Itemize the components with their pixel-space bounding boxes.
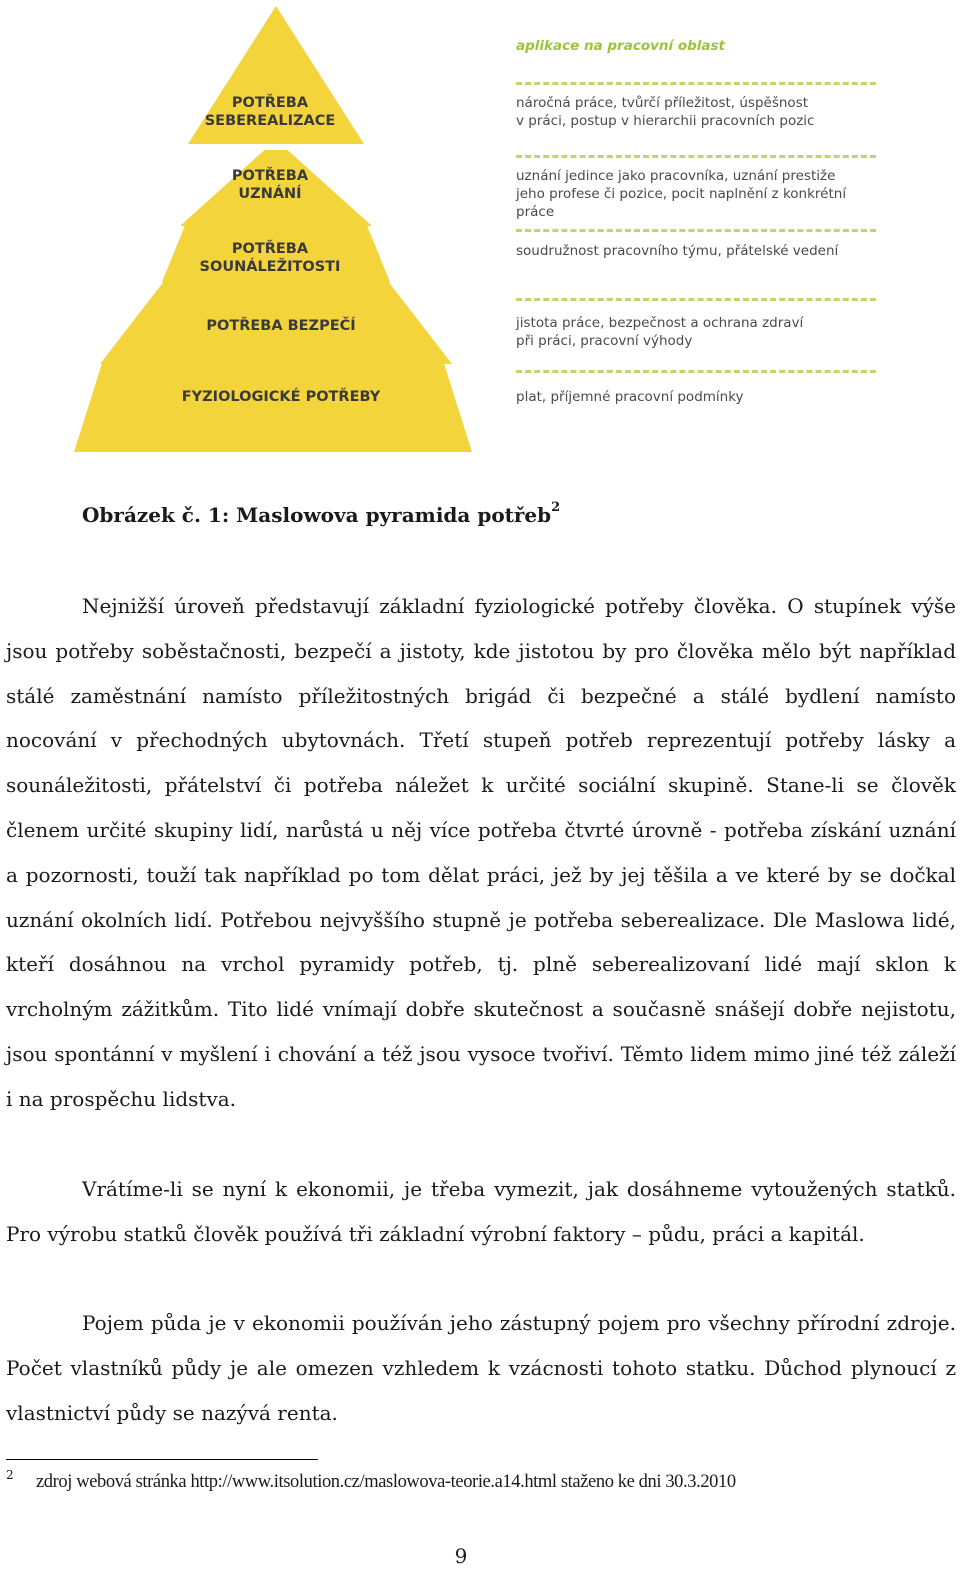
page-number: 9 bbox=[454, 1544, 468, 1568]
application-heading: aplikace na pracovní oblast bbox=[516, 38, 726, 54]
dashed-divider bbox=[516, 82, 876, 85]
footnote-reference: 2 bbox=[551, 500, 561, 516]
paragraph-maslow-levels: Nejnižší úroveň představují základní fyziologické potřeby člověka. O stupínek výše jsou potřeby soběstačnosti, bezpečí a jistoty, kde jistotou by pro člověka mělo být například stálé zaměstnání namísto příležitostných brigád či bezpečné a stálé bydlení namísto nocování v přechodných ubytovnách. Třetí stupeň potřeb reprezentují potřeby lásky a sounáležitosti, přátelství či potřeba náležet k určité sociální skupině. Stane-li se člověk členem určité skupiny lidí, narůstá u něj více potřeba čtvrté úrovně - potřeba získání uznání a pozornosti, touží tak například po tom dělat práci, jež by jej těšila a ve které by se dočkal uznání okolních lidí. Potřebou nejvyššího stupně je potřeba seberealizace. Dle Maslowa lidé, kteří dosáhnou na vrchol pyramidy potřeb, tj. plně seberealizovaní lidé mají sklon k vrcholným zážitkům. Tito lidé vnímají dobře skutečnost a současně snášejí dobře nejistotu, jsou spontánní v myšlení i chování a též jsou vysoce tvořiví. Těmto lidem mimo jiné též záleží i na prospěchu lidstva. bbox=[6, 594, 956, 1111]
application-safety: jistota práce, bezpečnost a ochrana zdraví při práci, pracovní výhody bbox=[516, 315, 804, 349]
dashed-divider bbox=[516, 229, 876, 232]
dashed-divider bbox=[516, 298, 876, 301]
tier-label-belonging: POTŘEBA SOUNÁLEŽITOSTI bbox=[199, 241, 341, 275]
pyramid-tier-physiological bbox=[74, 364, 472, 452]
paragraph-production-factors: Vrátíme-li se nyní k ekonomii, je třeba vymezit, jak dosáhneme vytoužených statků. Pro výrobu statků člověk používá tři základní výrobní faktory – půdu, práci a kapitál. bbox=[6, 1177, 956, 1246]
application-esteem: uznání jedince jako pracovníka, uznání prestiže jeho profese či pozice, pocit naplnění z konkrétní práce bbox=[516, 168, 847, 220]
application-self-actualization: náročná práce, tvůrčí příležitost, úspěšnost v práci, postup v hierarchii pracovních pozic bbox=[516, 95, 815, 129]
dashed-divider bbox=[516, 370, 876, 373]
footnote-separator bbox=[6, 1459, 318, 1460]
figure-caption bbox=[82, 500, 561, 527]
footnote-text: zdroj webová stránka http://www.itsolution.cz/maslowova-teorie.a14.html staženo ke dni 30.3.2010 bbox=[36, 1472, 736, 1492]
paragraph-land: Pojem půda je v ekonomii používán jeho zástupný pojem pro všechny přírodní zdroje. Počet vlastníků půdy je ale omezen vzhledem k vzácnosti tohoto statku. Důchod plynoucí z vlastnictví půdy se nazývá renta. bbox=[6, 1311, 956, 1425]
dashed-divider bbox=[516, 155, 876, 158]
maslow-pyramid-figure bbox=[70, 0, 890, 460]
footnote-number: 2 bbox=[6, 1468, 14, 1482]
tier-label-safety: POTŘEBA BEZPEČÍ bbox=[206, 318, 356, 334]
tier-label-self-actualization: POTŘEBA SEBEREALIZACE bbox=[204, 95, 336, 129]
tier-label-esteem: POTŘEBA UZNÁNÍ bbox=[231, 168, 309, 202]
application-belonging: soudružnost pracovního týmu, přátelské vedení bbox=[516, 243, 839, 259]
application-physiological: plat, příjemné pracovní podmínky bbox=[516, 389, 744, 405]
figure-caption-text: Obrázek č. 1: Maslowova pyramida potřeb bbox=[82, 503, 552, 527]
tier-label-physiological: FYZIOLOGICKÉ POTŘEBY bbox=[181, 389, 381, 405]
